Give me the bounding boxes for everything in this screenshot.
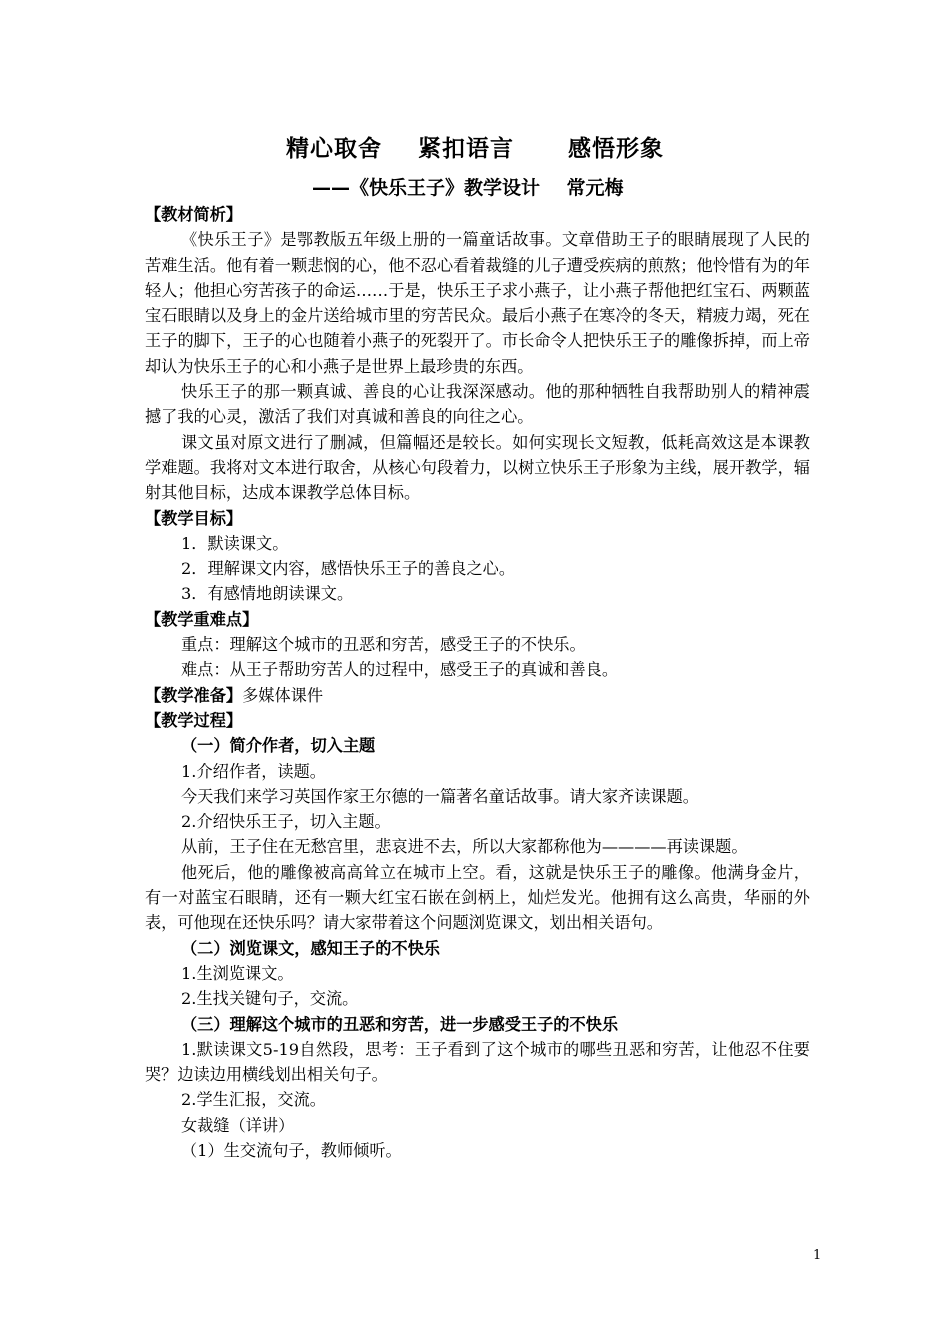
goal-item-2: 2．理解课文内容，感悟快乐王子的善良之心。 — [181, 559, 516, 579]
material-paragraph-2: 快乐王子的那一颗真诚、善良的心让我深深感动。他的那种牺牲自我帮助别人的精神震撼了我的心灵，激活了我们对真诚和善良的向往之心。 — [145, 382, 810, 427]
process-part-1-step-2-text-1: 从前，王子住在无愁宫里，悲哀进不去，所以大家都称他为————再读课题。 — [181, 837, 748, 857]
process-part-1-step-2-text-2: 他死后，他的雕像被高高耸立在城市上空。看，这就是快乐王子的雕像。他满身金片，有一对蓝宝石眼睛，还有一颗大红宝石嵌在剑柄上，灿烂发光。他拥有这么高贵，华丽的外表，可他现在还快乐吗？请大家带着这个问题浏览课文，划出相关语句。 — [145, 862, 810, 933]
goal-item-1: 1．默读课文。 — [181, 533, 289, 553]
prep-line — [145, 683, 810, 708]
key-point-focus: 重点：理解这个城市的丑恶和穷苦，感受王子的不快乐。 — [181, 635, 586, 655]
material-paragraph-1: 《快乐王子》是鄂教版五年级上册的一篇童话故事。文章借助王子的眼睛展现了人民的苦难生活。他有着一颗悲悯的心，他不忍心看着裁缝的儿子遭受疾病的煎熬；他怜惜有为的年轻人；他担心穷苦孩子的命运……于是，快乐王子求小燕子，让小燕子帮他把红宝石、两颗蓝宝石眼睛以及身上的金片送给城市里的穷苦民众。最后小燕子在寒冷的冬天，精疲力竭，死在王子的脚下，王子的心也随着小燕子的死裂开了。市长命令人把快乐王子的雕像拆掉，而上帝却认为快乐王子的心和小燕子是世界上最珍贵的东西。 — [145, 230, 810, 376]
document-body — [145, 202, 810, 1163]
process-part-1-step-2: 2.介绍快乐王子，切入主题。 — [181, 812, 391, 832]
process-part-1-title: （一）简介作者，切入主题 — [181, 736, 376, 756]
key-point-difficulty: 难点：从王子帮助穷苦人的过程中，感受王子的真诚和善良。 — [181, 660, 619, 680]
section-heading-goals: 【教学目标】 — [145, 508, 243, 528]
prep-text: 多媒体课件 — [242, 685, 324, 705]
process-part-2-step-2: 2.生找关键句子，交流。 — [181, 989, 359, 1009]
process-part-3-title: （三）理解这个城市的丑恶和穷苦，进一步感受王子的不快乐 — [181, 1014, 619, 1034]
process-part-3-step-2: 2.学生汇报，交流。 — [181, 1090, 326, 1110]
process-part-2-title: （二）浏览课文，感知王子的不快乐 — [181, 938, 440, 958]
process-part-1-step-1: 1.介绍作者，读题。 — [181, 761, 326, 781]
goal-item-3: 3．有感情地朗读课文。 — [181, 584, 354, 604]
process-part-1-step-1-text: 今天我们来学习英国作家王尔德的一篇著名童话故事。请大家齐读课题。 — [181, 786, 699, 806]
process-part-2-step-1: 1.生浏览课文。 — [181, 963, 294, 983]
section-heading-process: 【教学过程】 — [145, 710, 243, 730]
material-paragraph-3: 课文虽对原文进行了删减，但篇幅还是较长。如何实现长文短教，低耗高效这是本课教学难题。我将对文本进行取舍，从核心句段着力，以树立快乐王子形象为主线，展开教学，辐射其他目标，达成本课教学总体目标。 — [145, 432, 810, 503]
section-heading-key-points: 【教学重难点】 — [145, 609, 259, 629]
process-part-3-step-3: 女裁缝（详讲） — [181, 1115, 295, 1135]
process-part-3-step-4: （1）生交流句子，教师倾听。 — [181, 1140, 402, 1160]
process-part-3-step-1: 1.默读课文5-19自然段，思考：王子看到了这个城市的哪些丑恶和穷苦，让他忍不住要哭？边读边用横线划出相关句子。 — [145, 1039, 810, 1085]
page-number: 1 — [813, 1248, 822, 1263]
document-subtitle: ——《快乐王子》教学设计 常元梅 — [312, 177, 624, 199]
document-title: 精心取舍 紧扣语言 感悟形象 — [285, 136, 665, 162]
section-heading-material: 【教材简析】 — [145, 205, 243, 224]
section-heading-prep: 【教学准备】 — [145, 685, 243, 705]
